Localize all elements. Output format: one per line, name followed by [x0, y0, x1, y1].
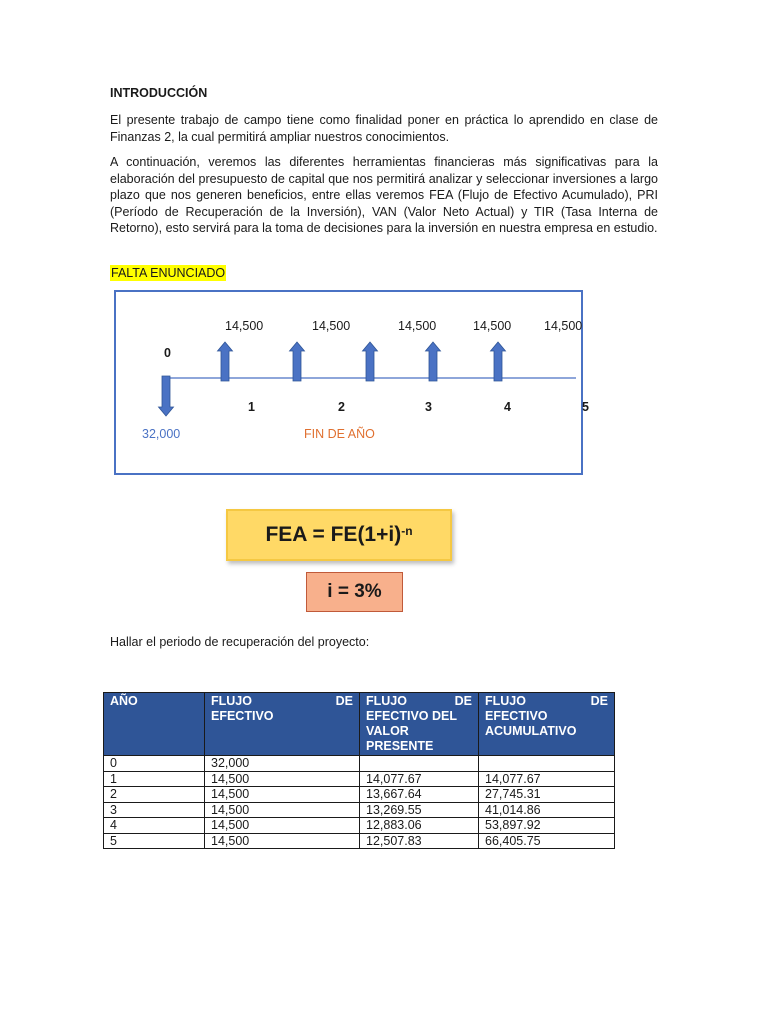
inflow-label: 14,500 — [544, 319, 583, 333]
inflow-arrow-icon — [218, 342, 233, 381]
cell-present-value: 14,077.67 — [360, 771, 479, 787]
cell-cash-flow: 14,500 — [205, 818, 360, 834]
table-row — [104, 771, 615, 787]
cell-accumulated: 27,745.31 — [479, 787, 615, 803]
inflow-label: 14,500 — [398, 319, 437, 333]
cell-present-value: 12,883.06 — [360, 818, 479, 834]
cell-accumulated: 14,077.67 — [479, 771, 615, 787]
cell-year: 0 — [104, 756, 205, 772]
cell-present-value: 12,507.83 — [360, 833, 479, 849]
cash-flow-table — [103, 692, 615, 849]
formula-exponent: -n — [401, 524, 413, 538]
cell-cash-flow: 14,500 — [205, 802, 360, 818]
inflow-label: 14,500 — [225, 319, 264, 333]
period-label: 1 — [248, 400, 255, 414]
cell-year: 1 — [104, 771, 205, 787]
cash-flow-diagram — [114, 290, 589, 475]
cell-accumulated: 41,014.86 — [479, 802, 615, 818]
cell-cash-flow: 14,500 — [205, 771, 360, 787]
cell-year: 4 — [104, 818, 205, 834]
cell-accumulated — [479, 756, 615, 772]
header-year: AÑO — [104, 693, 205, 756]
interest-rate-box: i = 3% — [306, 572, 403, 612]
table-row — [104, 787, 615, 803]
intro-paragraph-2: A continuación, veremos las diferentes herramientas financieras más significativas para la elaboración del presupuesto de capital que nos permitirá analizar y seleccionar inversiones a largo plazo que nos generen beneficios, entre ellas veremos FEA (Flujo de Efectivo Acumulado), PRI (Período de Recuperación de la Inversión), VAN (Valor Neto Actual) y TIR (Tasa Interna de Retorno), esto servirá para la toma de decisiones para la inversión en nuestra empresa en estudio. — [110, 155, 658, 235]
period-label: 5 — [582, 400, 589, 414]
header-present-value-flow: FLUJO DE EFECTIVO DEL VALOR PRESENTE — [360, 693, 479, 756]
table-row — [104, 833, 615, 849]
formula-text: FEA = FE(1+i) — [265, 523, 402, 546]
period-zero-label: 0 — [164, 346, 171, 360]
table-row — [104, 802, 615, 818]
header-accumulated-flow: FLUJO DE EFECTIVO ACUMULATIVO — [479, 693, 615, 756]
table-header-row — [104, 693, 615, 756]
inflow-label: 14,500 — [312, 319, 351, 333]
axis-caption: FIN DE AÑO — [304, 427, 375, 441]
cell-cash-flow: 32,000 — [205, 756, 360, 772]
question-text: Hallar el periodo de recuperación del proyecto: — [110, 635, 370, 649]
cell-cash-flow: 14,500 — [205, 833, 360, 849]
cell-accumulated: 53,897.92 — [479, 818, 615, 834]
outflow-arrow-icon — [159, 376, 174, 416]
cell-present-value — [360, 756, 479, 772]
inflow-label: 14,500 — [473, 319, 512, 333]
period-label: 3 — [425, 400, 432, 414]
cell-present-value: 13,269.55 — [360, 802, 479, 818]
inflow-arrow-icon — [363, 342, 378, 381]
period-label: 2 — [338, 400, 345, 414]
cell-present-value: 13,667.64 — [360, 787, 479, 803]
intro-paragraph-1: El presente trabajo de campo tiene como finalidad poner en práctica lo aprendido en clase de Finanzas 2, la cual permitirá ampliar nuestros conocimientos. — [110, 113, 658, 144]
table-row — [104, 818, 615, 834]
outflow-label: 32,000 — [142, 427, 181, 441]
cell-accumulated: 66,405.75 — [479, 833, 615, 849]
cell-year: 3 — [104, 802, 205, 818]
cell-year: 5 — [104, 833, 205, 849]
highlighted-note: FALTA ENUNCIADO — [111, 266, 226, 280]
inflow-arrow-icon — [290, 342, 305, 381]
period-label: 4 — [504, 400, 511, 414]
inflow-arrow-icon — [491, 342, 506, 381]
table-row — [104, 756, 615, 772]
formula-box — [226, 509, 452, 561]
header-cash-flow: FLUJO DE EFECTIVO — [205, 693, 360, 756]
inflow-arrow-icon — [426, 342, 441, 381]
section-heading: INTRODUCCIÓN — [110, 86, 208, 100]
cell-year: 2 — [104, 787, 205, 803]
cell-cash-flow: 14,500 — [205, 787, 360, 803]
